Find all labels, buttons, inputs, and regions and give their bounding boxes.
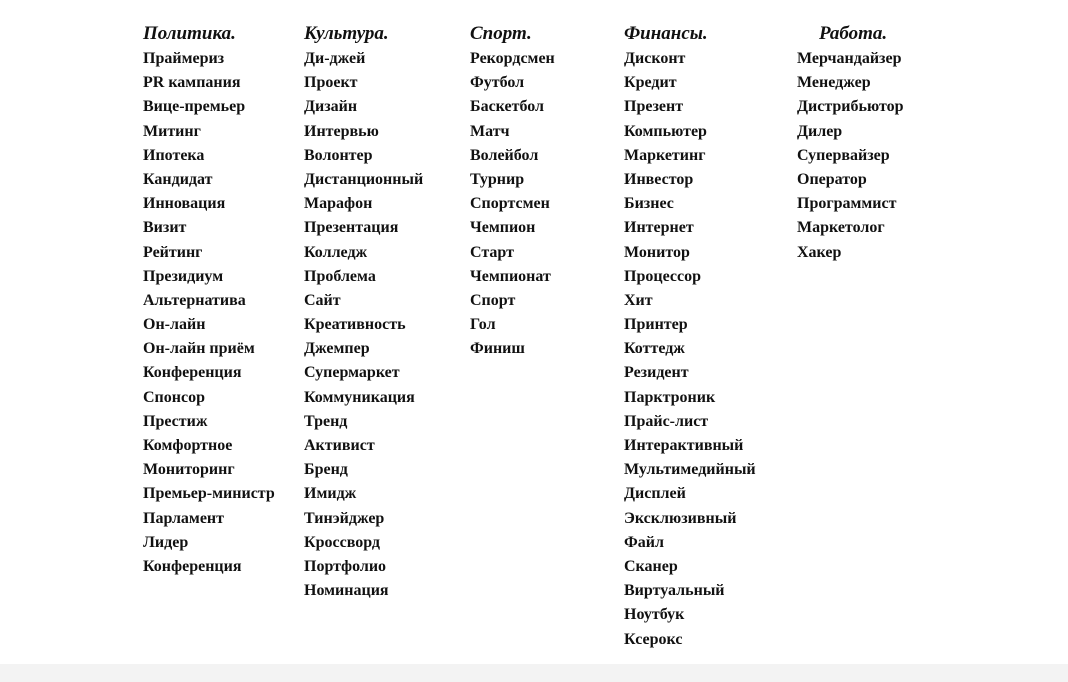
word-item: Портфолио [304, 557, 387, 575]
word-list [470, 47, 555, 361]
word-item: Волейбол [470, 146, 539, 164]
word-item: Спорт [470, 291, 516, 309]
word-item: Кроссворд [304, 533, 381, 551]
word-item: Интервью [304, 122, 379, 140]
word-item: Сайт [304, 291, 341, 309]
word-item: Презентация [304, 219, 399, 237]
word-item: Эксклюзивный [624, 509, 737, 527]
word-item: Маркетолог [797, 219, 885, 237]
word-item: Активист [304, 437, 375, 454]
word-item: Парламент [143, 509, 224, 527]
word-item: Дисконт [624, 50, 686, 67]
word-item: Инновация [143, 195, 226, 213]
word-item: Гол [470, 316, 496, 334]
word-item: Интерактивный [624, 437, 744, 454]
word-item: Ксерокс [624, 630, 683, 648]
word-item: Дистрибьютор [797, 98, 904, 116]
column-culture [304, 22, 423, 603]
word-item: Матч [470, 122, 510, 140]
column-header: Политика. [143, 23, 236, 44]
word-item: Оператор [797, 170, 867, 188]
word-item: Старт [470, 243, 514, 261]
word-item: Колледж [304, 243, 368, 261]
word-item: Волонтер [304, 146, 373, 164]
word-item: Альтернатива [143, 291, 246, 309]
word-item: Премьер-министр [143, 485, 275, 503]
word-item: Праймериз [143, 50, 225, 67]
word-item: Мониторинг [143, 461, 235, 479]
word-item: Менеджер [797, 74, 871, 92]
word-list [304, 47, 423, 603]
word-item: Престиж [143, 412, 208, 430]
column-sport [470, 22, 555, 361]
word-item: Ноутбук [624, 606, 685, 624]
word-item: Мультимедийный [624, 461, 756, 479]
word-item: Хакер [797, 243, 842, 261]
word-item: Компьютер [624, 122, 707, 140]
word-item: Комфортное [143, 437, 233, 454]
column-header: Финансы. [624, 23, 708, 44]
word-item: Супермаркет [304, 364, 400, 382]
word-item: Вице-премьер [143, 98, 246, 116]
word-item: Визит [143, 219, 187, 237]
word-item: Финиш [470, 340, 525, 358]
word-item: Коттедж [624, 340, 685, 358]
word-item: Дисплей [624, 485, 686, 503]
word-item: Кандидат [143, 170, 213, 188]
word-item: Турнир [470, 170, 525, 188]
word-item: Чемпионат [470, 267, 551, 285]
word-item: Джемпер [304, 340, 370, 358]
column-finance [624, 22, 756, 652]
word-item: Спортсмен [470, 195, 550, 213]
word-item: Баскетбол [470, 98, 545, 116]
word-item: Маркетинг [624, 146, 706, 164]
word-item: Парктроник [624, 388, 716, 406]
word-item: Принтер [624, 316, 688, 334]
word-item: Хит [624, 291, 653, 309]
word-item: Конференция [143, 364, 242, 382]
column-work [797, 22, 904, 265]
word-item: Файл [624, 533, 664, 551]
word-item: Резидент [624, 364, 689, 382]
word-item: Супервайзер [797, 146, 890, 164]
word-item: Номинация [304, 582, 389, 600]
word-item: Тинэйджер [304, 509, 385, 527]
word-item: Спонсор [143, 388, 205, 406]
word-item: Бренд [304, 461, 348, 479]
word-item: Президиум [143, 267, 224, 285]
word-item: Ипотека [143, 146, 205, 164]
word-item: Тренд [304, 412, 348, 430]
word-item: Монитор [624, 243, 690, 261]
word-item: Дистанционный [304, 170, 424, 188]
word-item: Митинг [143, 122, 201, 140]
word-item: Коммуникация [304, 388, 415, 406]
word-item: Программист [797, 195, 897, 213]
column-header: Работа. [819, 23, 888, 44]
column-header: Спорт. [470, 23, 532, 44]
word-item: Ди-джей [304, 50, 366, 67]
word-item: Он-лайн приём [143, 340, 255, 358]
word-item: Кредит [624, 74, 677, 92]
word-item: Рекордсмен [470, 50, 555, 67]
word-item: Имидж [304, 485, 357, 503]
word-list [797, 47, 904, 265]
word-item: Марафон [304, 195, 373, 213]
word-item: Дизайн [304, 98, 358, 116]
word-item: Бизнес [624, 195, 674, 213]
word-item: PR кампания [143, 74, 241, 92]
word-item: Мерчандайзер [797, 50, 902, 67]
word-item: Виртуальный [624, 582, 725, 600]
word-item: Презент [624, 98, 684, 116]
word-item: Рейтинг [143, 243, 203, 261]
column-politics [143, 22, 275, 579]
word-list [624, 47, 756, 652]
word-item: Лидер [143, 533, 189, 551]
word-item: Прайс-лист [624, 412, 709, 430]
word-item: Проект [304, 74, 358, 92]
column-header: Культура. [304, 23, 389, 44]
word-item: Процессор [624, 267, 701, 285]
word-list [143, 47, 275, 579]
word-item: Он-лайн [143, 316, 206, 334]
word-item: Сканер [624, 557, 678, 575]
word-item: Креативность [304, 316, 406, 334]
word-item: Чемпион [470, 219, 536, 237]
word-item: Инвестор [624, 170, 694, 188]
word-item: Футбол [470, 74, 525, 92]
word-item: Конференция [143, 557, 242, 575]
word-item: Проблема [304, 267, 376, 285]
word-item: Дилер [797, 122, 843, 140]
word-item: Интернет [624, 219, 694, 237]
